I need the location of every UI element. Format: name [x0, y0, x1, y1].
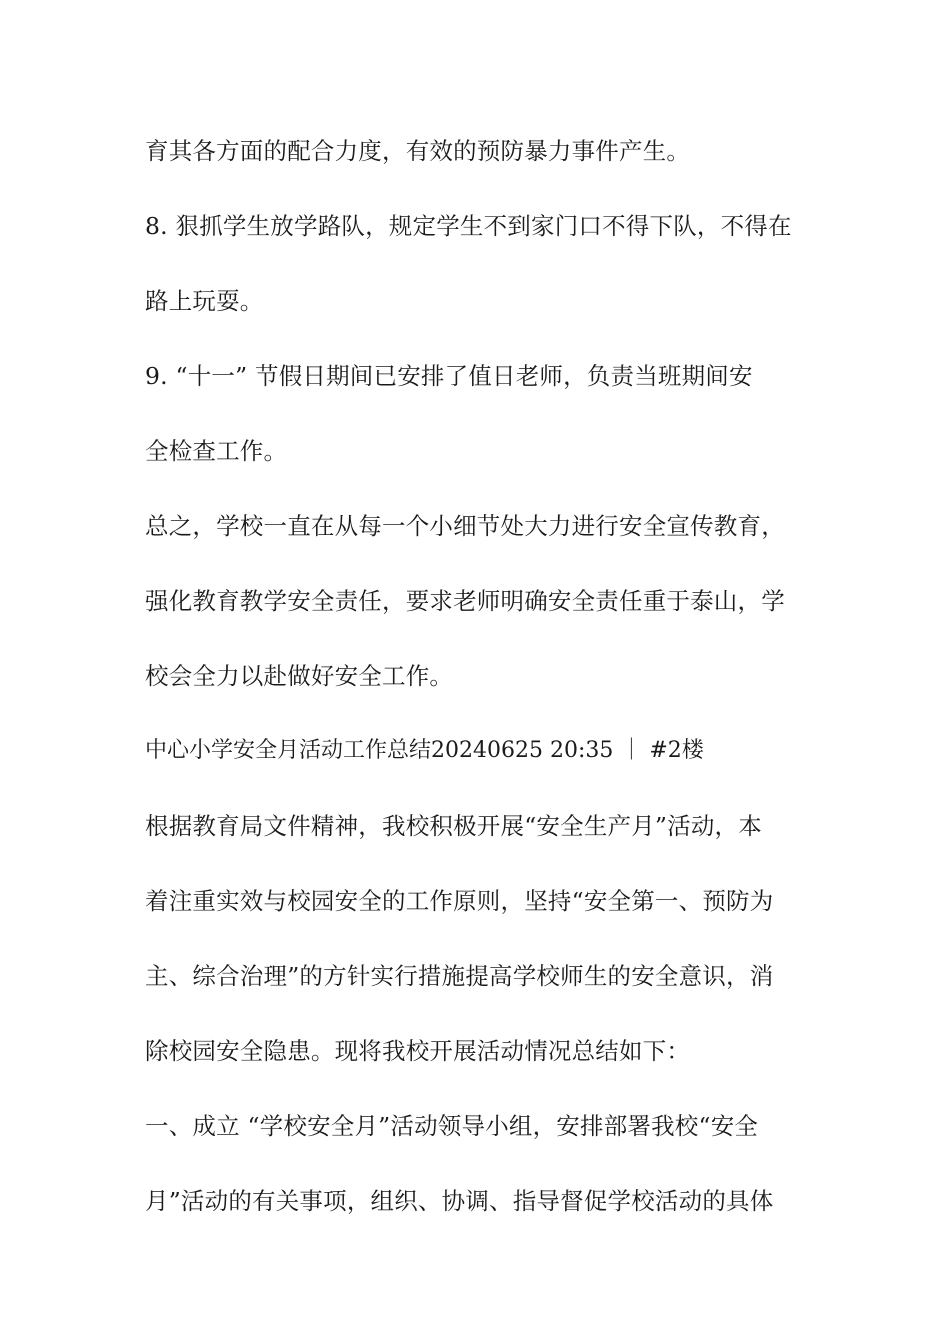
- text-line: 强化教育教学安全责任，要求老师明确安全责任重于泰山，学: [145, 587, 785, 615]
- text-line: 校会全力以赴做好安全工作。: [145, 662, 454, 690]
- text-line: 月”活动的有关事项，组织、协调、指导督促学校活动的具体: [145, 1187, 774, 1215]
- text-line: 着注重实效与校园安全的工作原则，坚持“安全第一、预防为: [145, 887, 774, 915]
- text-line: 除校园安全隐患。现将我校开展活动情况总结如下：: [145, 1037, 691, 1065]
- text-line: 根据教育局文件精神，我校积极开展“安全生产月”活动，本: [145, 812, 762, 840]
- text-line: 一、成立 “学校安全月”活动领导小组，安排部署我校“安全: [145, 1112, 759, 1140]
- text-line: 8. 狠抓学生放学路队，规定学生不到家门口不得下队，不得在: [145, 212, 792, 240]
- text-line: 路上玩耍。: [145, 287, 264, 315]
- text-line: 主、综合治理”的方针实行措施提高学校师生的安全意识，消: [145, 962, 774, 990]
- text-line: 全检查工作。: [145, 437, 288, 465]
- text-line: 总之，学校一直在从每一个小细节处大力进行安全宣传教育，: [145, 512, 785, 540]
- section-heading: 中心小学安全月活动工作总结20240625 20:35 ｜ #2楼: [145, 738, 704, 763]
- text-line: 育其各方面的配合力度，有效的预防暴力事件产生。: [145, 137, 691, 165]
- text-line: 9. “十一” 节假日期间已安排了值日老师，负责当班期间安: [145, 362, 753, 390]
